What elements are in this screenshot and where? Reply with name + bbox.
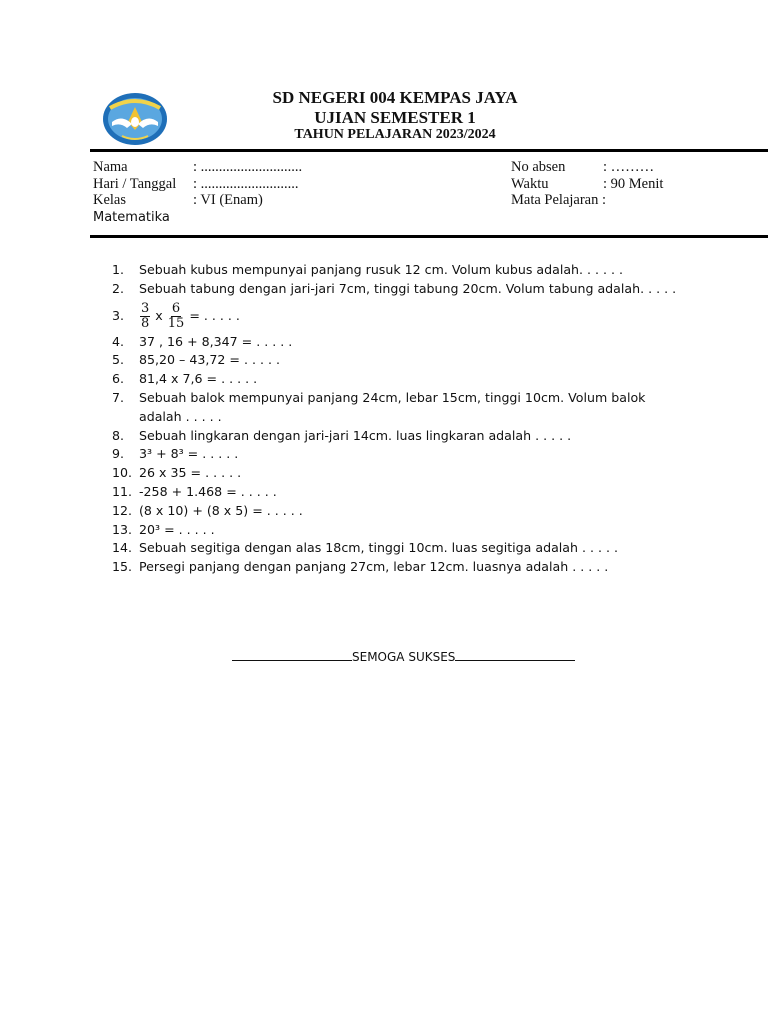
info-value: : ……… (603, 159, 655, 175)
denominator: 15 (167, 315, 185, 331)
closing-note (232, 650, 575, 664)
question-number: 11. (112, 483, 133, 499)
info-row-time (511, 176, 663, 193)
question-text: 3³ + 8³ = . . . . . (139, 446, 239, 462)
question-number: 2. (112, 280, 125, 296)
question-item (112, 333, 682, 352)
question-number: 14. (112, 540, 133, 556)
denominator: 8 (141, 315, 150, 331)
question-item (112, 464, 682, 483)
question-text: Persegi panjang dengan panjang 27cm, lebar 12cm. luasnya adalah . . . . . (139, 559, 609, 575)
question-text: Sebuah segitiga dengan alas 18cm, tinggi 10cm. luas segitiga adalah . . . . . (139, 540, 619, 556)
question-item (112, 351, 682, 370)
info-label: Mata Pelajaran : (511, 192, 607, 208)
info-value: : ........................... (193, 175, 299, 192)
numerator: 3 (141, 300, 150, 316)
info-row-class (93, 192, 302, 209)
question-text: 85,20 – 43,72 = . . . . . (139, 352, 280, 368)
question-text (139, 299, 682, 333)
question-number: 7. (112, 389, 125, 405)
info-row-date (93, 176, 302, 193)
school-name: SD NEGERI 004 KEMPAS JAYA (272, 88, 518, 107)
exam-title: UJIAN SEMESTER 1 (314, 108, 476, 127)
info-label: Hari / Tanggal (93, 175, 177, 192)
question-text: 37 , 16 + 8,347 = . . . . . (139, 333, 293, 349)
academic-year: TAHUN PELAJARAN 2023/2024 (294, 127, 496, 142)
question-text: (8 x 10) + (8 x 5) = . . . . . (139, 502, 303, 518)
question-item (112, 539, 682, 558)
question-text: 20³ = . . . . . (139, 521, 215, 537)
info-value: : ............................ (193, 159, 303, 175)
footer-line-left (232, 660, 352, 661)
question-item (112, 261, 682, 280)
info-label: Kelas (93, 192, 127, 208)
operator: x (155, 307, 163, 323)
bottom-divider (90, 235, 768, 238)
info-row-subject (511, 192, 663, 209)
question-number: 10. (112, 465, 133, 481)
info-label: Waktu (511, 175, 549, 192)
info-row-name (93, 159, 302, 176)
answer-blank: = . . . . . (189, 307, 240, 323)
question-text: Sebuah kubus mempunyai panjang rusuk 12 cm. Volum kubus adalah. . . . . . (139, 262, 624, 277)
closing-text: SEMOGA SUKSES (352, 650, 456, 664)
question-item (112, 370, 682, 389)
question-item (112, 521, 682, 540)
fraction (168, 302, 185, 331)
question-item (112, 389, 682, 427)
question-text: Sebuah balok mempunyai panjang 24cm, lebar 15cm, tinggi 10cm. Volum balok adalah . . . . . (139, 389, 646, 424)
question-number: 3. (112, 307, 125, 323)
info-value: : 90 Menit (603, 175, 664, 192)
question-item (112, 502, 682, 521)
question-item (112, 445, 682, 464)
info-value: : VI (Enam) (193, 192, 263, 208)
question-number: 5. (112, 352, 125, 368)
numerator: 6 (171, 300, 181, 316)
question-number: 4. (112, 333, 125, 349)
question-number: 12. (112, 502, 133, 518)
question-number: 1. (112, 262, 125, 277)
question-text: Sebuah lingkaran dengan jari-jari 14cm. luas lingkaran adalah . . . . . (139, 427, 572, 443)
question-item (112, 280, 682, 299)
top-divider (90, 149, 768, 152)
question-number: 13. (112, 521, 133, 537)
subject-value: Matematika (93, 210, 170, 225)
info-row-absen (511, 159, 663, 176)
question-number: 9. (112, 446, 125, 462)
student-info (93, 159, 302, 209)
question-number: 15. (112, 559, 133, 575)
question-text: 26 x 35 = . . . . . (139, 465, 242, 481)
question-number: 8. (112, 427, 125, 443)
footer-line-right (455, 660, 575, 661)
question-item (112, 299, 682, 333)
exam-info (511, 159, 663, 209)
question-list (112, 261, 682, 577)
info-label: No absen (511, 159, 566, 175)
question-number: 6. (112, 371, 125, 387)
fraction (140, 302, 150, 331)
question-item (112, 483, 682, 502)
question-item (112, 558, 682, 577)
question-text: 81,4 x 7,6 = . . . . . (139, 371, 258, 387)
tut-wuri-handayani-logo (102, 92, 168, 146)
question-text: -258 + 1.468 = . . . . . (139, 483, 277, 499)
question-item (112, 427, 682, 446)
info-label: Nama (93, 159, 128, 175)
question-text: Sebuah tabung dengan jari-jari 7cm, tinggi tabung 20cm. Volum tabung adalah. . . . . (139, 280, 677, 296)
